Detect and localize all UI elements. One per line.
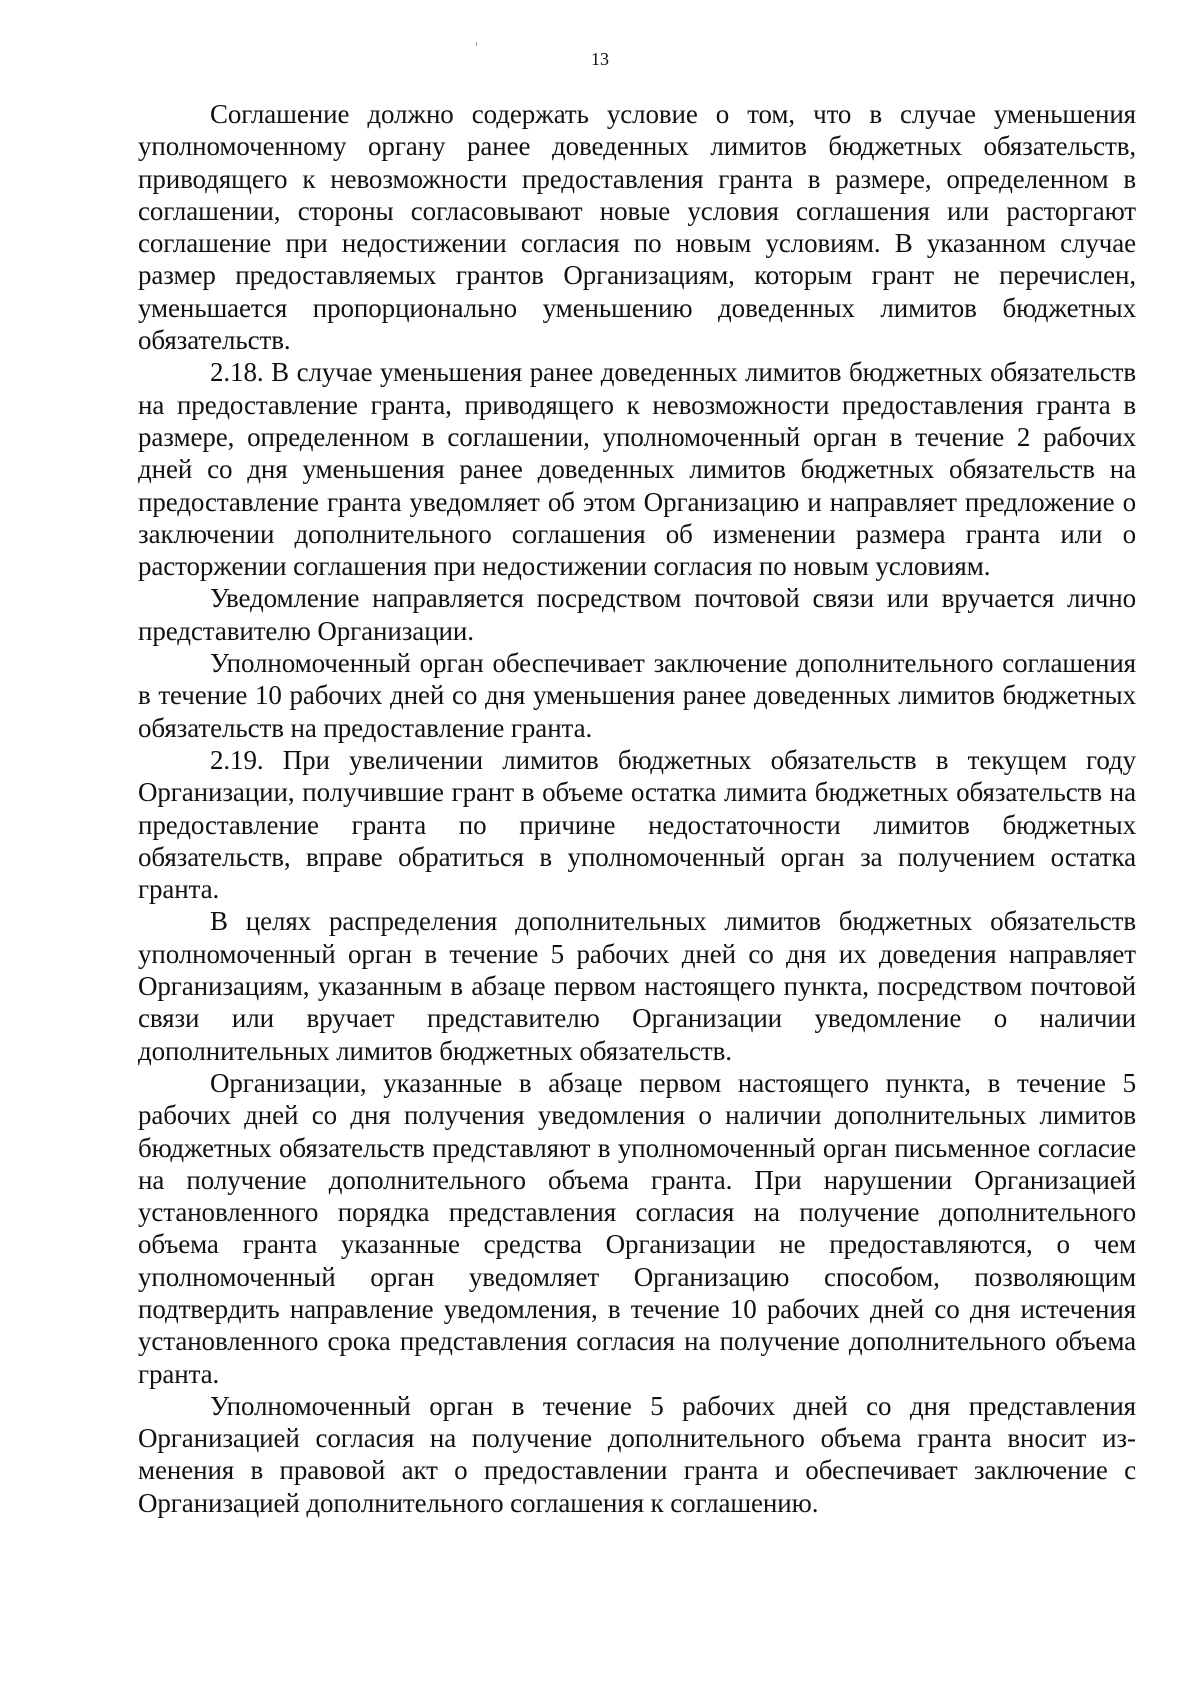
paragraph-distribution-limits: В целях распределения дополнительных лимитов бюджетных обязательств уполномоченный орган в течение 5 рабочих дней со дня их доведения направляет Организациям, указанным в абзаце первом настоящего пункта, посредством почтовой связи или вручает представителю Организации уведомление о наличии дополнительных лимитов бюджетных обязательств. [138,906,1136,1066]
scan-speck [476,42,477,46]
page-number: 13 [591,49,609,69]
paragraph-legal-act-changes: Уполномоченный орган в течение 5 рабочих дней со дня представления Организацией согласия на получение дополнительного объема гранта вносит изменения в правовой акт о предоставлении гранта и обеспечивает заключение с Организацией дополнительного соглашения к соглашению. [138,1390,1136,1518]
paragraph-notification-delivery: Уведомление направляется посредством почтовой связи или вручается лично представителю Организации. [138,583,1136,646]
document-body [138,98,1136,1519]
paragraph-organizations-consent: Организации, указанные в абзаце первом настоящего пункта, в течение 5 рабочих дней со дня получения уведомления о наличии дополнительных лимитов бюджетных обязательств представляют в уполномоченный орган письменное согласие на получение дополнительного объема гранта. При нарушении Организацией установленного порядка представления согласия на получение дополнительного объема гранта указанные средства Организации не предоставляются, о чем уполномоченный орган уведомляет Организацию способом, позволяющим подтвердить направление уведомления, в течение 10 рабочих дней со дня истечения установленного срока представления согласия на получение дополнительного объема гранта. [138,1067,1136,1389]
paragraph-agreement-condition: Соглашение должно содержать условие о том, что в случае уменьшения уполномоченному органу ранее доведенных лимитов бюджетных обязательств, приводящего к невозможности предоставления гранта в размере, определенном в соглашении, стороны согласовывают новые условия соглашения или расторгают соглашение при недостижении согласия по новым условиям. В указанном случае размер предоставляемых грантов Организациям, которым грант не перечислен, уменьшается пропорционально уменьшению доведенных лимитов бюджетных обязательств. [138,99,1136,356]
paragraph-2-18: 2.18. В случае уменьшения ранее доведенных лимитов бюджетных обязательств на предоставление гранта, приводящего к невозможности предоставления гранта в размере, определенном в соглашении, уполномоченный орган в течение 2 рабочих дней со дня уменьшения ранее доведенных лимитов бюджетных обязательств на предоставление гранта уведомляет об этом Организацию и направляет предложение о заключении дополнительного соглашения об изменении размера гранта или о расторжении соглашения при недостижении согласия по новым условиям. [138,357,1136,582]
paragraph-additional-agreement: Уполномоченный орган обеспечивает заключение дополнительного соглашения в течение 10 рабочих дней со дня уменьшения ранее доведенных лимитов бюджетных обязательств на предоставление гранта. [138,648,1136,743]
paragraph-2-19: 2.19. При увеличении лимитов бюджетных обязательств в текущем году Организации, получившие грант в объеме остатка лимита бюджетных обязательств на предоставление гранта по причине недостаточности лимитов бюджетных обязательств, вправе обратиться в уполномоченный орган за получением остатка гранта. [138,744,1136,905]
